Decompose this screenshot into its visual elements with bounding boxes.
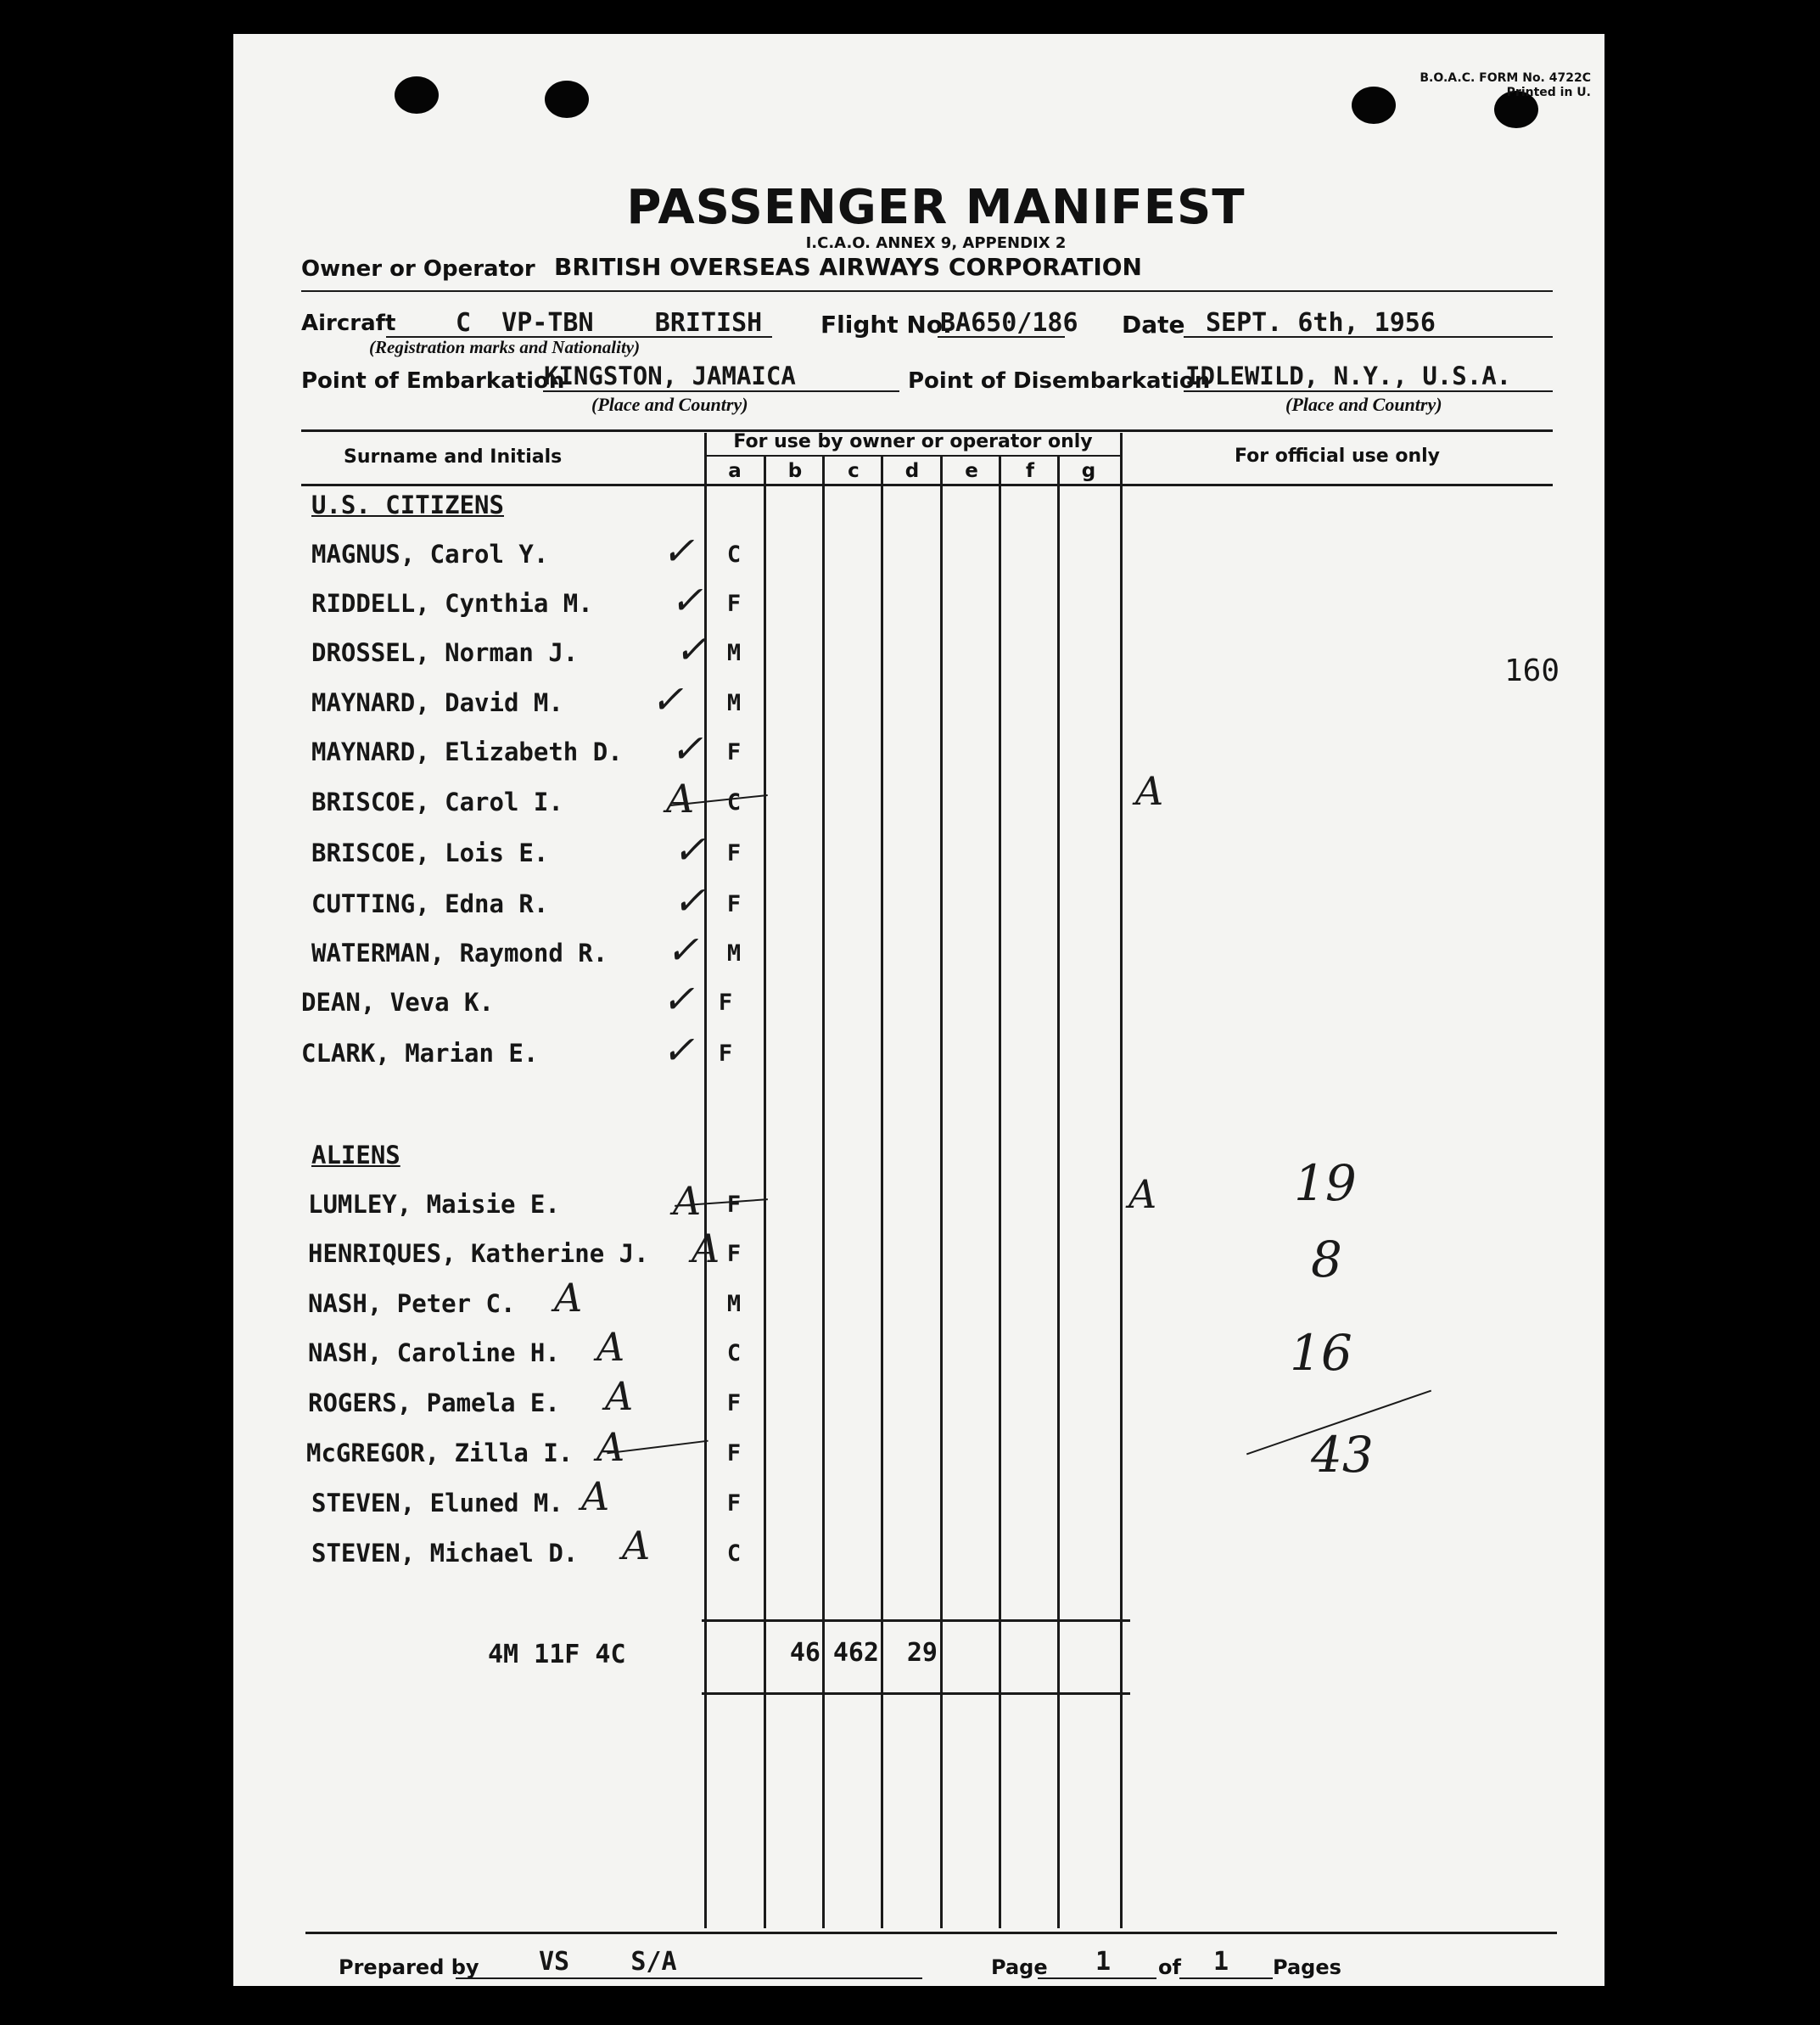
passenger-name: MAYNARD, Elizabeth D. [311, 738, 623, 766]
col-rule [999, 455, 1001, 1928]
handwritten-a-icon: A [692, 1226, 720, 1271]
passenger-code: F [726, 591, 742, 617]
col-rule [764, 455, 766, 1928]
col-b-header: b [787, 460, 803, 482]
owner-label: Owner or Operator [301, 256, 535, 282]
passenger-code: C [726, 789, 742, 816]
page-total: 1 [1213, 1947, 1229, 1977]
embarkation-label: Point of Embarkation [301, 368, 565, 394]
col-d-header: d [904, 460, 920, 482]
of-label: of [1158, 1955, 1181, 1979]
col-f-header: f [1025, 460, 1034, 482]
page-label: Page [991, 1955, 1048, 1979]
passenger-code: C [726, 1340, 742, 1366]
totals-bottom-rule [702, 1692, 1130, 1695]
passenger-name: RIDDELL, Cynthia M. [311, 589, 593, 618]
passenger-name: BRISCOE, Carol I. [311, 788, 563, 816]
checkmark-icon: ✓ [675, 626, 708, 672]
col-g-header: g [1081, 460, 1096, 482]
aircraft-note: (Registration marks and Nationality) [369, 337, 641, 357]
official-mark-a: A [1135, 768, 1164, 814]
date-underline [1184, 336, 1553, 338]
col-a-header: a [728, 460, 742, 482]
aircraft-label: Aircraft [301, 311, 396, 336]
passenger-name: MAYNARD, David M. [311, 688, 563, 717]
date-value: SEPT. 6th, 1956 [1206, 308, 1436, 338]
handwritten-a-icon: A [666, 776, 695, 822]
table-header-rule [301, 484, 1553, 486]
passenger-code: M [726, 1291, 742, 1317]
passenger-name: MAGNUS, Carol Y. [311, 540, 549, 569]
punch-hole-icon [545, 81, 589, 118]
page-total-underline [1179, 1977, 1273, 1979]
total-col-c: 462 [832, 1638, 879, 1668]
passenger-name: HENRIQUES, Katherine J. [308, 1239, 649, 1268]
totals-top-rule [702, 1619, 1130, 1622]
disembarkation-label: Point of Disembarkation [908, 368, 1211, 394]
handwritten-a-icon: A [596, 1324, 625, 1370]
us-citizens-heading: U.S. CITIZENS [311, 491, 504, 519]
punch-hole-icon [395, 76, 439, 114]
total-col-b: 46 [789, 1638, 820, 1668]
form-number [1370, 71, 1591, 100]
operator-header: For use by owner or operator only [733, 431, 1093, 452]
checkmark-icon: ✓ [666, 927, 699, 973]
owner-value: BRITISH OVERSEAS AIRWAYS CORPORATION [554, 253, 1142, 281]
total-col-d: 29 [906, 1638, 938, 1668]
flight-underline [938, 336, 1065, 338]
checkmark-icon: ✓ [670, 577, 703, 623]
checkmark-icon: ✓ [651, 676, 684, 722]
page-title: PASSENGER MANIFEST [626, 180, 1246, 235]
passenger-name: DROSSEL, Norman J. [311, 638, 579, 667]
official-stamp-number: 160 [1504, 653, 1560, 688]
disembarkation-underline [1184, 390, 1553, 392]
passenger-name: STEVEN, Michael D. [311, 1539, 579, 1568]
passenger-code: C [726, 541, 742, 568]
embarkation-underline [543, 390, 899, 392]
passenger-code: M [726, 690, 742, 716]
checkmark-icon: ✓ [670, 726, 703, 771]
passenger-name: McGREGOR, Zilla I. [306, 1439, 574, 1467]
totals-summary: 4M 11F 4C [488, 1640, 626, 1669]
disembarkation-value: IDLEWILD, N.Y., U.S.A. [1185, 362, 1512, 390]
embarkation-note: (Place and Country) [591, 394, 748, 415]
tally-number: 8 [1311, 1231, 1342, 1288]
tally-total: 43 [1311, 1426, 1374, 1484]
passenger-code: F [726, 840, 742, 867]
col-rule [1120, 433, 1123, 1928]
passenger-code: F [726, 891, 742, 917]
checkmark-icon: ✓ [662, 976, 695, 1022]
passenger-code: F [726, 1192, 742, 1218]
passenger-code: M [726, 640, 742, 666]
prepared-by-underline [456, 1977, 922, 1979]
passenger-name: CLARK, Marian E. [301, 1039, 539, 1068]
passenger-name: CUTTING, Edna R. [311, 889, 549, 918]
passenger-name: STEVEN, Eluned M. [311, 1489, 563, 1517]
passenger-code: C [726, 1540, 742, 1567]
flight-label: Flight No. [820, 311, 952, 339]
pages-label: Pages [1273, 1955, 1341, 1979]
form-number-line2: Printed in U. [1506, 86, 1591, 99]
official-header: For official use only [1234, 446, 1441, 467]
col-e-header: e [965, 460, 978, 482]
passenger-code: F [726, 1490, 742, 1517]
date-label: Date [1122, 311, 1185, 339]
owner-underline [301, 290, 1553, 292]
passenger-name: WATERMAN, Raymond R. [311, 939, 608, 968]
col-rule [822, 455, 825, 1928]
tally-number: 16 [1290, 1324, 1352, 1382]
col-rule [881, 455, 883, 1928]
checkmark-icon: ✓ [662, 528, 695, 574]
passenger-code: F [726, 1390, 742, 1416]
prepared-by-value: VS S/A [539, 1947, 677, 1977]
passenger-code: F [726, 1241, 742, 1267]
handwritten-a-icon: A [673, 1178, 702, 1224]
col-c-header: c [848, 460, 860, 482]
checkmark-icon: ✓ [673, 878, 706, 923]
handwritten-a-icon: A [581, 1473, 610, 1519]
handwritten-a-icon: A [554, 1275, 583, 1321]
passenger-code: M [726, 940, 742, 967]
prepared-by-label: Prepared by [339, 1955, 479, 1979]
checkmark-icon: ✓ [673, 827, 706, 872]
embarkation-value: KINGSTON, JAMAICA [544, 362, 796, 390]
passenger-name: ROGERS, Pamela E. [308, 1388, 560, 1417]
flight-value: BA650/186 [940, 308, 1078, 338]
col-rule [1057, 455, 1060, 1928]
passenger-code: F [726, 1440, 742, 1467]
surname-header: Surname and Initials [344, 446, 563, 468]
handwritten-a-icon: A [622, 1523, 651, 1568]
page-subtitle: I.C.A.O. ANNEX 9, APPENDIX 2 [805, 234, 1067, 252]
checkmark-icon: ✓ [662, 1027, 695, 1073]
table-bottom-rule [305, 1932, 1557, 1934]
official-mark-a: A [1128, 1171, 1157, 1217]
passenger-code: F [718, 1041, 733, 1067]
passenger-name: DEAN, Veva K. [301, 988, 494, 1017]
col-rule [940, 455, 943, 1928]
passenger-name: LUMLEY, Maisie E. [308, 1190, 560, 1219]
tally-number: 19 [1294, 1154, 1357, 1212]
manifest-page [233, 34, 1604, 1986]
page-number-underline [1038, 1977, 1156, 1979]
disembarkation-note: (Place and Country) [1285, 394, 1442, 415]
passenger-name: NASH, Peter C. [308, 1289, 516, 1318]
form-number-line1: B.O.A.C. FORM No. 4722C [1420, 71, 1591, 85]
aircraft-value: C VP-TBN BRITISH [456, 308, 763, 338]
passenger-name: NASH, Caroline H. [308, 1338, 560, 1367]
passenger-code: F [726, 739, 742, 766]
aliens-heading: ALIENS [311, 1141, 400, 1170]
passenger-code: F [718, 990, 733, 1016]
handwritten-a-icon: A [596, 1424, 625, 1470]
passenger-name: BRISCOE, Lois E. [311, 839, 549, 867]
handwritten-a-icon: A [605, 1373, 634, 1419]
page-number: 1 [1095, 1947, 1112, 1977]
